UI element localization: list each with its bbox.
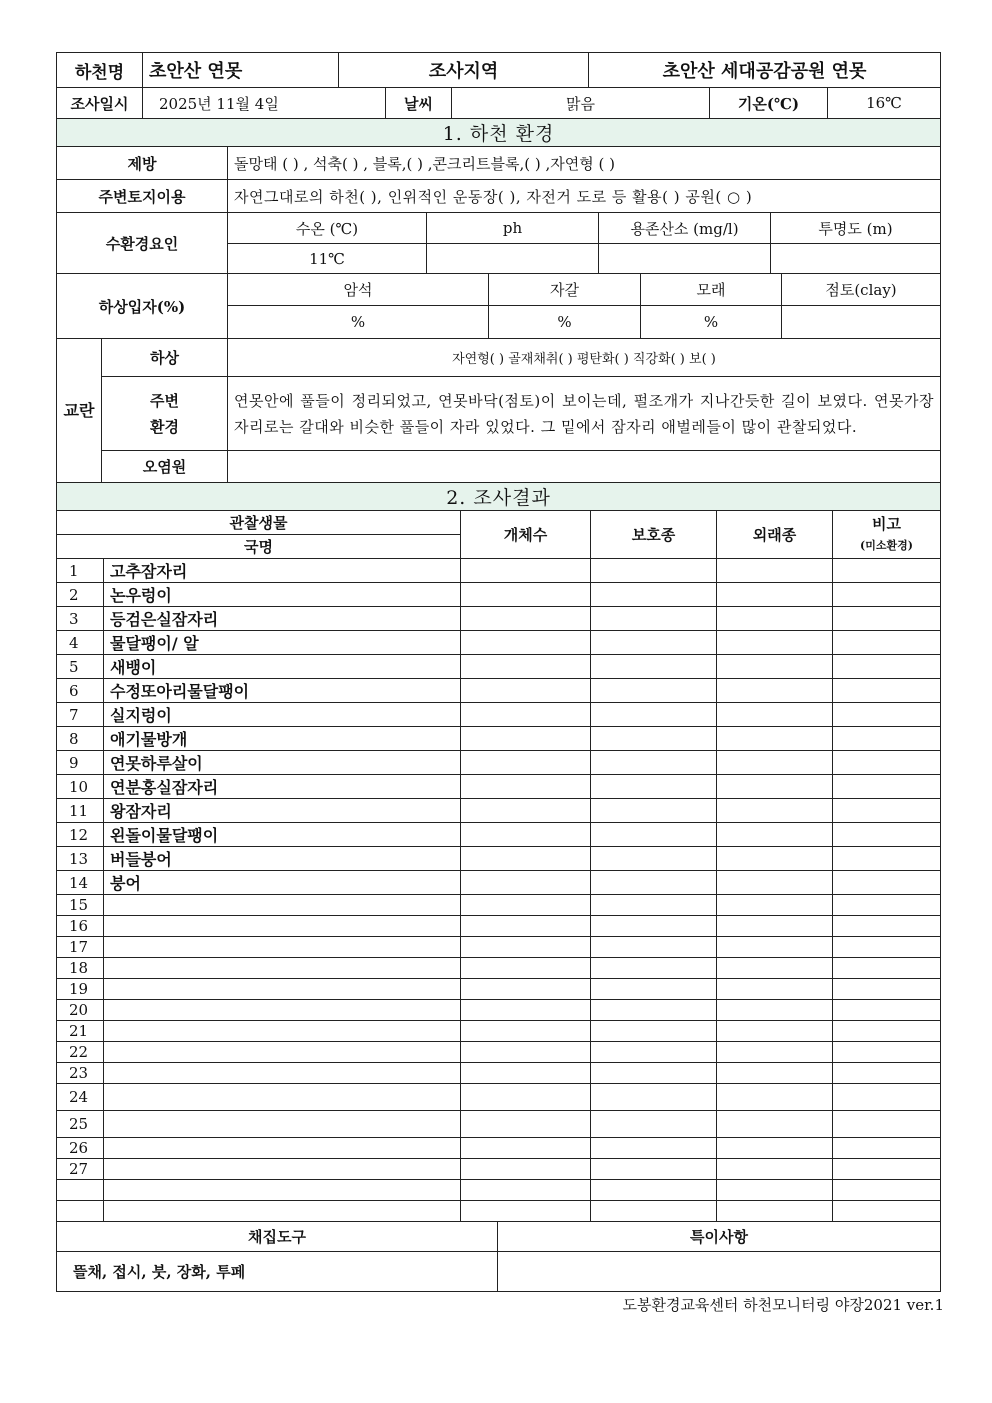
protected-cell bbox=[591, 1021, 717, 1042]
species-name bbox=[104, 1111, 461, 1138]
invasive-cell bbox=[717, 703, 833, 727]
row-number: 7 bbox=[57, 703, 104, 727]
invasive-cell bbox=[717, 631, 833, 655]
row-number: 23 bbox=[57, 1063, 104, 1084]
count-cell bbox=[461, 823, 591, 847]
remark-label: 비고 bbox=[872, 514, 901, 533]
section-1-title: 1. 하천 환경 bbox=[57, 119, 941, 147]
invasive-cell bbox=[717, 1021, 833, 1042]
species-name: 고추잠자리 bbox=[104, 559, 461, 583]
korean-name-header: 국명 bbox=[57, 535, 461, 559]
invasive-cell bbox=[717, 847, 833, 871]
invasive-cell bbox=[717, 1201, 833, 1222]
remark-cell bbox=[833, 1042, 941, 1063]
remark-cell bbox=[833, 1021, 941, 1042]
table-row bbox=[57, 655, 941, 679]
remark-cell bbox=[833, 916, 941, 937]
clay-header: 점토(clay) bbox=[782, 274, 941, 306]
row-number: 14 bbox=[57, 871, 104, 895]
count-cell bbox=[461, 655, 591, 679]
invasive-cell bbox=[717, 823, 833, 847]
sand-value: % bbox=[641, 306, 782, 339]
count-cell bbox=[461, 916, 591, 937]
count-cell bbox=[461, 607, 591, 631]
row-number: 4 bbox=[57, 631, 104, 655]
row-number: 19 bbox=[57, 979, 104, 1000]
table-row bbox=[57, 871, 941, 895]
invasive-cell bbox=[717, 607, 833, 631]
remark-cell bbox=[833, 958, 941, 979]
table-row bbox=[57, 847, 941, 871]
protected-cell bbox=[591, 583, 717, 607]
protected-header: 보호종 bbox=[591, 511, 717, 559]
invasive-cell bbox=[717, 1084, 833, 1111]
table-row bbox=[57, 1138, 941, 1159]
remark-cell bbox=[833, 799, 941, 823]
footer-text: 도봉환경교육센터 하천모니터링 야장2021 ver.1 bbox=[622, 1296, 944, 1314]
row-number: 5 bbox=[57, 655, 104, 679]
protected-cell bbox=[591, 1084, 717, 1111]
species-name bbox=[104, 1021, 461, 1042]
remark-cell bbox=[833, 703, 941, 727]
survey-area-value: 초안산 세대공감공원 연못 bbox=[589, 53, 941, 88]
tools-notes-table bbox=[56, 1221, 941, 1292]
table-row bbox=[57, 1021, 941, 1042]
count-cell bbox=[461, 979, 591, 1000]
count-cell bbox=[461, 1201, 591, 1222]
table-row bbox=[57, 751, 941, 775]
row-number: 2 bbox=[57, 583, 104, 607]
dissolved-oxygen-header: 용존산소 (mg/l) bbox=[599, 213, 771, 244]
count-cell bbox=[461, 1042, 591, 1063]
protected-cell bbox=[591, 871, 717, 895]
invasive-cell bbox=[717, 559, 833, 583]
invasive-cell bbox=[717, 1159, 833, 1180]
remark-cell bbox=[833, 1000, 941, 1021]
species-name bbox=[104, 1138, 461, 1159]
species-name bbox=[104, 1084, 461, 1111]
species-name: 물달팽이/ 알 bbox=[104, 631, 461, 655]
remark-cell bbox=[833, 871, 941, 895]
table-row bbox=[57, 916, 941, 937]
row-number: 12 bbox=[57, 823, 104, 847]
species-name: 실지렁이 bbox=[104, 703, 461, 727]
section-2-title: 2. 조사결과 bbox=[57, 483, 941, 511]
protected-cell bbox=[591, 1042, 717, 1063]
species-name: 연분홍실잠자리 bbox=[104, 775, 461, 799]
remark-cell bbox=[833, 727, 941, 751]
row-number: 11 bbox=[57, 799, 104, 823]
remark-cell bbox=[833, 1111, 941, 1138]
species-name bbox=[104, 937, 461, 958]
species-name: 수정또아리물달팽이 bbox=[104, 679, 461, 703]
count-cell bbox=[461, 1063, 591, 1084]
count-cell bbox=[461, 1084, 591, 1111]
water-temp-value: 11℃ bbox=[228, 244, 427, 274]
table-row bbox=[57, 1201, 941, 1222]
table-row bbox=[57, 727, 941, 751]
invasive-cell bbox=[717, 895, 833, 916]
remark-cell bbox=[833, 1063, 941, 1084]
protected-cell bbox=[591, 1138, 717, 1159]
protected-cell bbox=[591, 1159, 717, 1180]
header-table bbox=[56, 52, 941, 88]
species-name bbox=[104, 1063, 461, 1084]
row-number: 10 bbox=[57, 775, 104, 799]
protected-cell bbox=[591, 655, 717, 679]
protected-cell bbox=[591, 559, 717, 583]
table-row bbox=[57, 703, 941, 727]
survey-results-table bbox=[56, 482, 941, 1222]
species-name: 새뱅이 bbox=[104, 655, 461, 679]
table-row bbox=[57, 1180, 941, 1201]
table-row bbox=[57, 607, 941, 631]
table-row bbox=[57, 799, 941, 823]
row-number: 24 bbox=[57, 1084, 104, 1111]
collection-tools-value: 뜰채, 접시, 붓, 장화, 투페 bbox=[57, 1252, 498, 1292]
row-number: 22 bbox=[57, 1042, 104, 1063]
invasive-cell bbox=[717, 871, 833, 895]
table-row bbox=[57, 1084, 941, 1111]
count-cell bbox=[461, 1021, 591, 1042]
count-cell bbox=[461, 1000, 591, 1021]
table-row bbox=[57, 1000, 941, 1021]
protected-cell bbox=[591, 1180, 717, 1201]
disturbance-table bbox=[56, 338, 941, 483]
invasive-cell bbox=[717, 916, 833, 937]
land-use-value: 자연그대로의 하천( ), 인위적인 운동장( ), 자전거 도로 등 활용( ) 공원( ○ ) bbox=[228, 180, 941, 213]
species-name: 연못하루살이 bbox=[104, 751, 461, 775]
sediment-table bbox=[56, 273, 941, 339]
invasive-cell bbox=[717, 1180, 833, 1201]
remark-cell bbox=[833, 823, 941, 847]
count-cell bbox=[461, 703, 591, 727]
species-name: 논우렁이 bbox=[104, 583, 461, 607]
count-cell bbox=[461, 1159, 591, 1180]
row-number: 13 bbox=[57, 847, 104, 871]
remark-cell bbox=[833, 1180, 941, 1201]
remark-cell bbox=[833, 1201, 941, 1222]
surroundings-label-line-1: 주변 bbox=[150, 391, 179, 410]
remark-cell bbox=[833, 1159, 941, 1180]
remark-cell bbox=[833, 979, 941, 1000]
transparency-header: 투명도 (m) bbox=[771, 213, 941, 244]
remark-cell bbox=[833, 895, 941, 916]
table-row bbox=[57, 559, 941, 583]
invasive-cell bbox=[717, 1111, 833, 1138]
count-cell bbox=[461, 958, 591, 979]
table-row bbox=[57, 1063, 941, 1084]
table-row bbox=[57, 958, 941, 979]
invasive-cell bbox=[717, 1042, 833, 1063]
weather-label: 날씨 bbox=[386, 88, 452, 119]
table-row bbox=[57, 937, 941, 958]
protected-cell bbox=[591, 751, 717, 775]
species-rows bbox=[57, 559, 941, 1222]
row-number: 18 bbox=[57, 958, 104, 979]
table-row bbox=[57, 775, 941, 799]
remark-cell bbox=[833, 583, 941, 607]
remark-header bbox=[833, 511, 941, 559]
count-cell bbox=[461, 727, 591, 751]
species-name bbox=[104, 1201, 461, 1222]
invasive-cell bbox=[717, 1138, 833, 1159]
river-name-label: 하천명 bbox=[57, 53, 143, 88]
row-number: 3 bbox=[57, 607, 104, 631]
protected-cell bbox=[591, 979, 717, 1000]
table-row bbox=[57, 979, 941, 1000]
rock-header: 암석 bbox=[228, 274, 489, 306]
count-cell bbox=[461, 799, 591, 823]
sand-header: 모래 bbox=[641, 274, 782, 306]
surroundings-label-line-2: 환경 bbox=[150, 417, 179, 436]
header-table-2 bbox=[56, 87, 941, 119]
remark-cell bbox=[833, 847, 941, 871]
row-number: 16 bbox=[57, 916, 104, 937]
protected-cell bbox=[591, 703, 717, 727]
table-row bbox=[57, 823, 941, 847]
row-number: 27 bbox=[57, 1159, 104, 1180]
invasive-cell bbox=[717, 727, 833, 751]
species-name: 붕어 bbox=[104, 871, 461, 895]
row-number: 26 bbox=[57, 1138, 104, 1159]
pollution-source-label: 오염원 bbox=[102, 451, 228, 483]
count-cell bbox=[461, 847, 591, 871]
protected-cell bbox=[591, 1000, 717, 1021]
special-notes-value bbox=[498, 1252, 941, 1292]
embankment-label: 제방 bbox=[57, 147, 228, 180]
table-row bbox=[57, 1042, 941, 1063]
species-name: 왕잠자리 bbox=[104, 799, 461, 823]
clay-value bbox=[782, 306, 941, 339]
count-cell bbox=[461, 1111, 591, 1138]
table-row bbox=[57, 1111, 941, 1138]
surroundings-value: 연못안에 풀들이 정리되었고, 연못바닥(점토)이 보이는데, 펄조개가 지나간듯한 길이 보였다. 연못가장자리로는 갈대와 비슷한 풀들이 자라 있었다. 그 밑에서 잠자리 애벌레들이 많이 관찰되었다. bbox=[228, 377, 941, 451]
table-row bbox=[57, 583, 941, 607]
protected-cell bbox=[591, 847, 717, 871]
row-number bbox=[57, 1180, 104, 1201]
special-notes-label: 특이사항 bbox=[498, 1222, 941, 1252]
survey-area-label: 조사지역 bbox=[339, 53, 589, 88]
land-use-label: 주변토지이용 bbox=[57, 180, 228, 213]
invasive-cell bbox=[717, 937, 833, 958]
disturbance-label: 교란 bbox=[57, 339, 102, 483]
ph-header: ph bbox=[427, 213, 599, 244]
temperature-value: 16℃ bbox=[828, 88, 941, 119]
count-cell bbox=[461, 871, 591, 895]
remark-cell bbox=[833, 751, 941, 775]
invasive-cell bbox=[717, 1063, 833, 1084]
count-cell bbox=[461, 559, 591, 583]
invasive-cell bbox=[717, 679, 833, 703]
count-cell bbox=[461, 775, 591, 799]
invasive-cell bbox=[717, 775, 833, 799]
row-number: 15 bbox=[57, 895, 104, 916]
protected-cell bbox=[591, 1201, 717, 1222]
protected-cell bbox=[591, 958, 717, 979]
table-row bbox=[57, 1159, 941, 1180]
count-cell bbox=[461, 1180, 591, 1201]
protected-cell bbox=[591, 1111, 717, 1138]
dissolved-oxygen-value bbox=[599, 244, 771, 274]
row-number: 8 bbox=[57, 727, 104, 751]
count-cell bbox=[461, 751, 591, 775]
protected-cell bbox=[591, 607, 717, 631]
species-name: 등검은실잠자리 bbox=[104, 607, 461, 631]
remark-cell bbox=[833, 679, 941, 703]
surroundings-label bbox=[102, 377, 228, 451]
gravel-value: % bbox=[489, 306, 641, 339]
count-cell bbox=[461, 937, 591, 958]
invasive-header: 외래종 bbox=[717, 511, 833, 559]
species-name bbox=[104, 916, 461, 937]
count-cell bbox=[461, 631, 591, 655]
species-name bbox=[104, 1042, 461, 1063]
remark-cell bbox=[833, 607, 941, 631]
survey-form bbox=[56, 52, 940, 1292]
invasive-cell bbox=[717, 979, 833, 1000]
remark-cell bbox=[833, 775, 941, 799]
remark-cell bbox=[833, 631, 941, 655]
protected-cell bbox=[591, 775, 717, 799]
protected-cell bbox=[591, 727, 717, 751]
protected-cell bbox=[591, 823, 717, 847]
water-temp-header: 수온 (℃) bbox=[228, 213, 427, 244]
row-number: 21 bbox=[57, 1021, 104, 1042]
protected-cell bbox=[591, 1063, 717, 1084]
water-factor-label: 수환경요인 bbox=[57, 213, 228, 274]
remark-cell bbox=[833, 655, 941, 679]
embankment-value: 돌망태 ( ) , 석축( ) , 블록,( ) ,콘크리트블록,( ) ,자연형 ( ) bbox=[228, 147, 941, 180]
species-name bbox=[104, 979, 461, 1000]
species-name: 왼돌이물달팽이 bbox=[104, 823, 461, 847]
table-row bbox=[57, 631, 941, 655]
remark-cell bbox=[833, 559, 941, 583]
table-row bbox=[57, 679, 941, 703]
count-header: 개체수 bbox=[461, 511, 591, 559]
invasive-cell bbox=[717, 958, 833, 979]
gravel-header: 자갈 bbox=[489, 274, 641, 306]
riverbed-label: 하상 bbox=[102, 339, 228, 377]
transparency-value bbox=[771, 244, 941, 274]
temperature-label: 기온(℃) bbox=[710, 88, 828, 119]
invasive-cell bbox=[717, 751, 833, 775]
survey-date-value: 2025년 11월 4일 bbox=[143, 88, 386, 119]
row-number bbox=[57, 1201, 104, 1222]
riverbed-value: 자연형( ) 골재채취( ) 평탄화( ) 직강화( ) 보( ) bbox=[228, 339, 941, 377]
protected-cell bbox=[591, 631, 717, 655]
row-number: 20 bbox=[57, 1000, 104, 1021]
observed-species-header: 관찰생물 bbox=[57, 511, 461, 535]
remark-sub-label: (미소환경) bbox=[860, 538, 913, 552]
protected-cell bbox=[591, 799, 717, 823]
count-cell bbox=[461, 583, 591, 607]
river-name-value: 초안산 연못 bbox=[143, 53, 339, 88]
species-name bbox=[104, 895, 461, 916]
species-name: 버들붕어 bbox=[104, 847, 461, 871]
count-cell bbox=[461, 679, 591, 703]
rock-value: % bbox=[228, 306, 489, 339]
row-number: 25 bbox=[57, 1111, 104, 1138]
row-number: 9 bbox=[57, 751, 104, 775]
invasive-cell bbox=[717, 583, 833, 607]
collection-tools-label: 채집도구 bbox=[57, 1222, 498, 1252]
ph-value bbox=[427, 244, 599, 274]
remark-cell bbox=[833, 1138, 941, 1159]
invasive-cell bbox=[717, 799, 833, 823]
weather-value: 맑음 bbox=[452, 88, 710, 119]
protected-cell bbox=[591, 895, 717, 916]
row-number: 17 bbox=[57, 937, 104, 958]
species-name bbox=[104, 1159, 461, 1180]
sediment-label: 하상입자(%) bbox=[57, 274, 228, 339]
survey-date-label: 조사일시 bbox=[57, 88, 143, 119]
species-name bbox=[104, 1000, 461, 1021]
count-cell bbox=[461, 895, 591, 916]
table-row bbox=[57, 895, 941, 916]
species-name bbox=[104, 1180, 461, 1201]
count-cell bbox=[461, 1138, 591, 1159]
species-name bbox=[104, 958, 461, 979]
protected-cell bbox=[591, 916, 717, 937]
protected-cell bbox=[591, 679, 717, 703]
row-number: 1 bbox=[57, 559, 104, 583]
pollution-source-value bbox=[228, 451, 941, 483]
remark-cell bbox=[833, 1084, 941, 1111]
river-environment-table bbox=[56, 118, 941, 274]
invasive-cell bbox=[717, 1000, 833, 1021]
species-name: 애기물방개 bbox=[104, 727, 461, 751]
row-number: 6 bbox=[57, 679, 104, 703]
protected-cell bbox=[591, 937, 717, 958]
remark-cell bbox=[833, 937, 941, 958]
invasive-cell bbox=[717, 655, 833, 679]
